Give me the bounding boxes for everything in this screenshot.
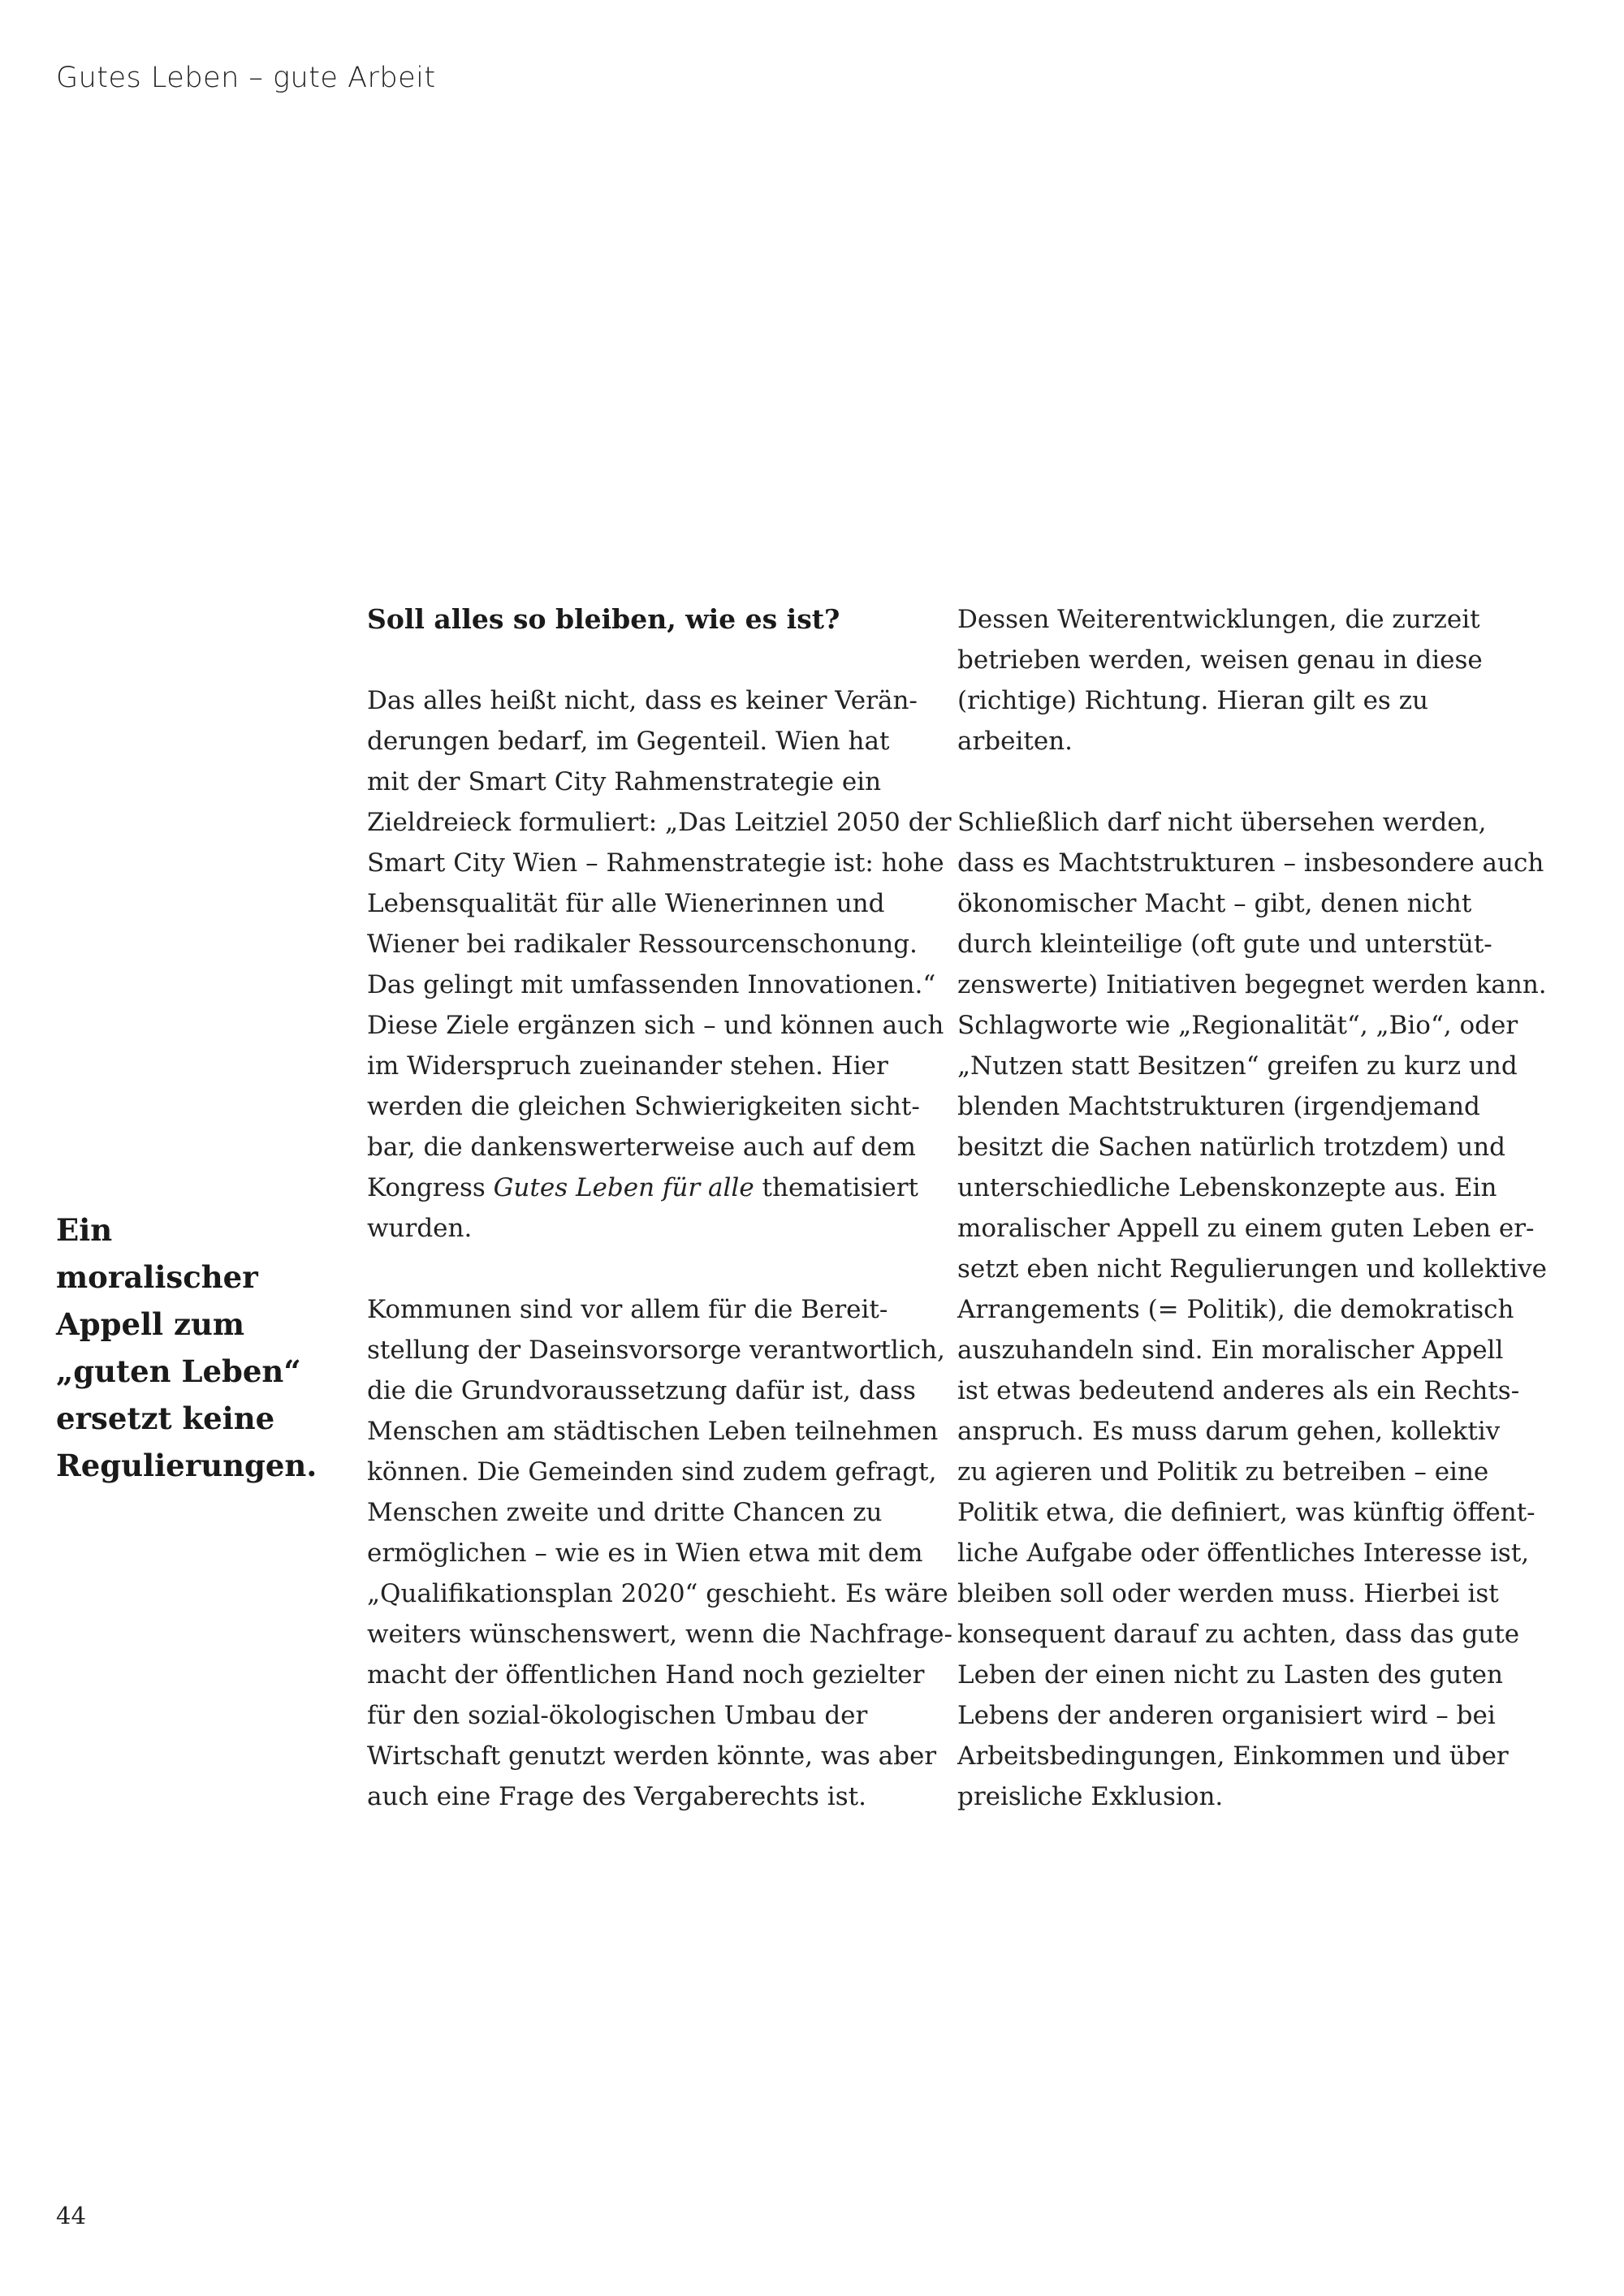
text-line: „Qualifikationsplan 2020“ geschieht. Es wäre: [367, 1579, 948, 1608]
text-line: setzt eben nicht Regulierungen und kollektive: [957, 1254, 1547, 1284]
pull-quote-line: Regulierungen.: [56, 1448, 317, 1483]
paragraph-2: [957, 802, 1547, 1817]
text-line: preisliche Exklusion.: [957, 1782, 1224, 1811]
text-line: betrieben werden, weisen genau in diese: [957, 645, 1483, 675]
paragraph-gap: [957, 762, 1547, 802]
left-column: [367, 599, 952, 1817]
text-line: zenswerte) Initiativen begegnet werden kann.: [957, 970, 1547, 999]
pull-quote: [56, 1206, 324, 1489]
text-line: Arbeitsbedingungen, Einkommen und über: [957, 1741, 1509, 1771]
paragraph-1: [957, 599, 1547, 762]
text-line: Schlagworte wie „Regionalität“, „Bio“, oder: [957, 1011, 1518, 1040]
paragraph-gap: [367, 640, 952, 680]
text-line: Kommunen sind vor allem für die Bereit-: [367, 1295, 888, 1324]
pull-quote-line: Ein moralischer: [56, 1212, 258, 1295]
text-line: Lebens der anderen organisiert wird – bei: [957, 1701, 1496, 1730]
text-line: wurden.: [367, 1214, 473, 1243]
pull-quote-line: ersetzt keine: [56, 1400, 275, 1436]
text-line: (richtige) Richtung. Hieran gilt es zu: [957, 686, 1428, 715]
text-line: zu agieren und Politik zu betreiben – eine: [957, 1457, 1489, 1487]
text-line: moralischer Appell zu einem guten Leben er-: [957, 1214, 1535, 1243]
text-line: weiters wünschenswert, wenn die Nachfrage-: [367, 1620, 952, 1649]
text-line: „Nutzen statt Besitzen“ greifen zu kurz und: [957, 1051, 1518, 1081]
text-line: Menschen am städtischen Leben teilnehmen: [367, 1417, 939, 1446]
paragraph-gap: [367, 1249, 952, 1289]
text-line: bar, die dankenswerterweise auch auf dem: [367, 1133, 916, 1162]
text-line: Das gelingt mit umfassenden Innovationen.“: [367, 970, 936, 999]
text-line: stellung der Daseinsvorsorge verantwortlich,: [367, 1336, 945, 1365]
text-line: bleiben soll oder werden muss. Hierbei ist: [957, 1579, 1499, 1608]
text-line: im Widerspruch zueinander stehen. Hier: [367, 1051, 888, 1081]
text-line: Smart City Wien – Rahmenstrategie ist: hohe: [367, 848, 944, 878]
text-line: auch eine Frage des Vergaberechts ist.: [367, 1782, 866, 1811]
page-number: 44: [56, 2202, 86, 2229]
text-line: ermöglichen – wie es in Wien etwa mit dem: [367, 1539, 923, 1568]
text-line: Das alles heißt nicht, dass es keiner Verän-: [367, 686, 918, 715]
text-line: derungen bedarf, im Gegenteil. Wien hat: [367, 727, 890, 756]
text-line: besitzt die Sachen natürlich trotzdem) und: [957, 1133, 1506, 1162]
kongress-title: Gutes Leben für alle: [493, 1173, 754, 1202]
text-line: können. Die Gemeinden sind zudem gefragt,: [367, 1457, 937, 1487]
text-line: Arrangements (= Politik), die demokratisch: [957, 1295, 1514, 1324]
kongress-line: [367, 1167, 952, 1208]
text-line: anspruch. Es muss darum gehen, kollektiv: [957, 1417, 1501, 1446]
kongress-suffix: thematisiert: [762, 1173, 918, 1202]
text-line: Diese Ziele ergänzen sich – und können auch: [367, 1011, 944, 1040]
text-line: Wirtschaft genutzt werden könnte, was aber: [367, 1741, 937, 1771]
text-line: unterschiedliche Lebenskonzepte aus. Ein: [957, 1173, 1497, 1202]
text-line: macht der öffentlichen Hand noch gezielter: [367, 1660, 925, 1690]
paragraph-1: [367, 680, 952, 1249]
text-line: Politik etwa, die definiert, was künftig öffent-: [957, 1498, 1535, 1527]
text-line: ökonomischer Macht – gibt, denen nicht: [957, 889, 1472, 918]
kongress-prefix: Kongress: [367, 1173, 486, 1202]
text-line: Dessen Weiterentwicklungen, die zurzeit: [957, 605, 1480, 634]
running-head: Gutes Leben – gute Arbeit: [56, 62, 436, 94]
right-column: [957, 599, 1547, 1817]
pull-quote-line: „guten Leben“: [56, 1353, 301, 1389]
text-line: arbeiten.: [957, 727, 1073, 756]
pull-quote-line: Appell zum: [56, 1306, 245, 1342]
text-line: die die Grundvoraussetzung dafür ist, dass: [367, 1376, 916, 1405]
text-line: auszuhandeln sind. Ein moralischer Appell: [957, 1336, 1504, 1365]
text-line: Schließlich darf nicht übersehen werden,: [957, 808, 1487, 837]
text-line: blenden Machtstrukturen (irgendjemand: [957, 1092, 1480, 1121]
text-line: Leben der einen nicht zu Lasten des guten: [957, 1660, 1503, 1690]
text-line: Zieldreieck formuliert: „Das Leitziel 2050 der: [367, 808, 952, 837]
text-line: dass es Machtstrukturen – insbesondere auch: [957, 848, 1544, 878]
text-line: liche Aufgabe oder öffentliches Interesse ist,: [957, 1539, 1530, 1568]
text-line: Menschen zweite und dritte Chancen zu: [367, 1498, 883, 1527]
text-line: für den sozial-ökologischen Umbau der: [367, 1701, 868, 1730]
text-line: Lebensqualität für alle Wienerinnen und: [367, 889, 885, 918]
text-line: durch kleinteilige (oft gute und unterstüt-: [957, 930, 1492, 959]
text-line: werden die gleichen Schwierigkeiten sicht-: [367, 1092, 920, 1121]
paragraph-2: [367, 1289, 952, 1817]
text-line: mit der Smart City Rahmenstrategie ein: [367, 767, 882, 796]
section-heading: Soll alles so bleiben, wie es ist?: [367, 603, 840, 635]
text-line: konsequent darauf zu achten, dass das gute: [957, 1620, 1520, 1649]
text-line: Wiener bei radikaler Ressourcenschonung.: [367, 930, 918, 959]
text-line: ist etwas bedeutend anderes als ein Rechts-: [957, 1376, 1520, 1405]
